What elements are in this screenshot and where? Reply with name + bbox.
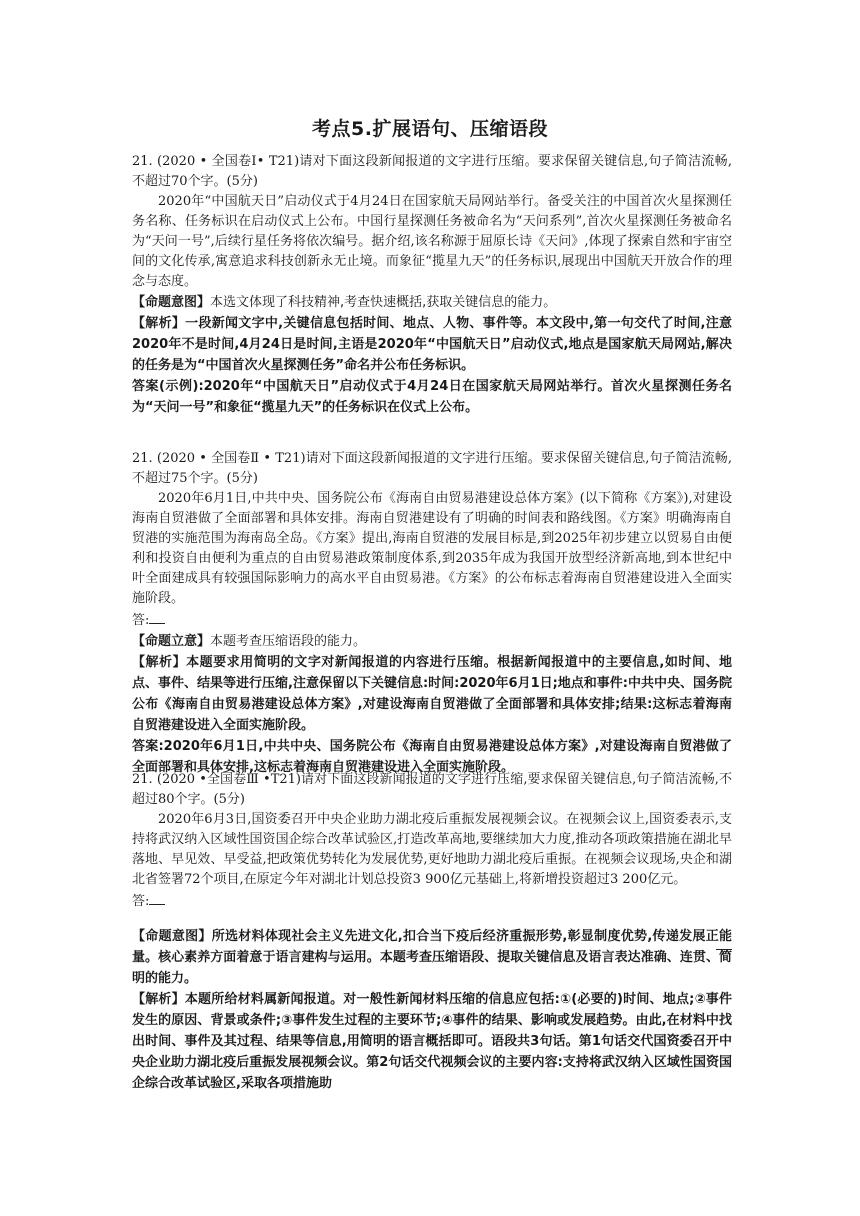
question-3-prompt: 21. (2020 •全国卷Ⅲ •T21)请对下面这段新闻报道的文字进行压缩,要求保留关键信息,句子简洁流畅,不超过80个字。(5分)	[132, 772, 732, 807]
intent-text: 所选材料体现社会主义先进文化,扣合当下疫后经济重振形势,彰显制度优势,传递发展正能量。核心素养方面着意于语言建构与运用。本题考查压缩语段、提取关键信息及语言表达准确、连贯、简明的能力。	[132, 929, 732, 986]
question-2-answer-line	[132, 609, 732, 631]
question-3-intent	[132, 926, 732, 989]
question-3	[132, 770, 732, 1094]
divider-rule	[716, 949, 732, 950]
question-1	[132, 152, 732, 418]
analysis-tag: 【解析】	[132, 992, 185, 1007]
question-3-answer-line	[132, 890, 732, 912]
answer-label: 答:	[132, 894, 150, 909]
intent-tag: 【命题意图】	[132, 295, 211, 310]
intent-tag: 【命题立意】	[132, 634, 211, 649]
question-1-intent	[132, 292, 732, 313]
analysis-text: 本题要求用简明的文字对新闻报道的内容进行压缩。根据新闻报道中的主要信息,如时间、地点、事件、结果等进行压缩,注意保留以下关键信息:时间:2020年6月1日;地点和事件:中共中央、国务院公布《海南自由贸易港建设总体方案》,对建设海南自贸港做了全面部署和具体安排;结果:这标志着海南自贸港建设进入全面实施阶段。	[132, 655, 733, 733]
intent-text: 本题考查压缩语段的能力。	[210, 634, 367, 649]
question-3-analysis	[132, 989, 732, 1094]
answer-label: 答:	[132, 613, 150, 628]
analysis-text: 本题所给材料属新闻报道。对一般性新闻材料压缩的信息应包括:①(必要的)时间、地点;②事件发生的原因、背景或条件;③事件发生过程的主要环节;④事件的结果、影响或发展趋势。由此,在材料中找出时间、事件及其过程、结果等信息,用简明的语言概括即可。语段共3句话。第1句话交代国资委召开中央企业助力湖北疫后重振发展视频会议。第2句话交代视频会议的主要内容:支持将武汉纳入区域性国资国企综合改革试验区,采取各项措施助	[132, 992, 732, 1091]
question-2-prompt: 21. (2020 • 全国卷Ⅱ • T21)请对下面这段新闻报道的文字进行压缩。要求保留关键信息,句子简洁流畅,不超过75个字。(5分)	[132, 451, 732, 486]
page-title: 考点5.扩展语句、压缩语段	[312, 118, 548, 140]
question-2-answer: 答案:2020年6月1日,中共中央、国务院公布《海南自由贸易港建设总体方案》,对建设海南自贸港做了全面部署和具体安排,这标志着海南自贸港建设进入全面实施阶段。	[132, 739, 732, 775]
question-1-answer: 答案(示例):2020年“中国航天日”启动仪式于4月24日在国家航天局网站举行。首次火星探测任务名为“天问一号”和象征“揽星九天”的任务标识在仪式上公布。	[132, 379, 732, 415]
analysis-text: 一段新闻文字中,关键信息包括时间、地点、人物、事件等。本文段中,第一句交代了时间,注意2020年不是时间,4月24日是时间,主语是2020年“中国航天日”启动仪式,地点是国家航天局网站,解决的任务是为“中国首次火星探测任务”命名并公布任务标识。	[132, 316, 732, 373]
question-2-passage: 2020年6月1日,中共中央、国务院公布《海南自由贸易港建设总体方案》(以下简称《方案》),对建设海南自贸港做了全面部署和具体安排。海南自贸港建设有了明确的时间表和路线图。《方案》明确海南自贸港的实施范围为海南岛全岛。《方案》提出,海南自贸港的发展目标是,到2025年初步建立以贸易自由便利和投资自由便利为重点的自由贸易港政策制度体系,到2035年成为我国开放型经济新高地,到本世纪中叶全面建成具有较强国际影响力的高水平自由贸易港。《方案》的公布标志着海南自贸港建设进入全面实施阶段。	[132, 491, 732, 606]
question-1-prompt: 21. (2020 • 全国卷Ⅰ• T21)请对下面这段新闻报道的文字进行压缩。要求保留关键信息,句子简洁流畅,不超过70个字。(5分)	[132, 154, 732, 189]
analysis-tag: 【解析】	[132, 316, 186, 331]
intent-tag: 【命题意图】	[132, 929, 212, 944]
answer-blank	[149, 890, 165, 905]
question-2	[132, 449, 732, 778]
question-2-intent	[132, 631, 732, 652]
spacer	[132, 912, 732, 926]
intent-text: 本选文体现了科技精神,考查快速概括,获取关键信息的能力。	[210, 295, 557, 310]
analysis-tag: 【解析】	[132, 655, 187, 670]
question-1-analysis	[132, 313, 732, 376]
question-3-passage: 2020年6月3日,国资委召开中央企业助力湖北疫后重振发展视频会议。在视频会议上,国资委表示,支持将武汉纳入区域性国资国企综合改革试验区,打造改革高地,要继续加大力度,推动各项政策措施在湖北早落地、早见效、早受益,把政策优势转化为发展优势,更好地助力湖北疫后重振。在视频会议现场,央企和湖北省签署72个项目,在原定今年对湖北计划总投资3 900亿元基础上,将新增投资超过3 200亿元。	[132, 812, 732, 887]
question-1-passage: 2020年“中国航天日”启动仪式于4月24日在国家航天局网站举行。备受关注的中国首次火星探测任务名称、任务标识在启动仪式上公布。中国行星探测任务被命名为“天问系列”,首次火星探测任务被命名为“天问一号”,后续行星任务将依次编号。据介绍,该名称源于屈原长诗《天问》,体现了探索自然和宇宙空间的文化传承,寓意追求科技创新永无止境。而象征“揽星九天”的任务标识,展现出中国航天开放合作的理念与态度。	[132, 194, 732, 289]
answer-blank	[149, 609, 165, 624]
question-2-analysis	[132, 652, 732, 736]
